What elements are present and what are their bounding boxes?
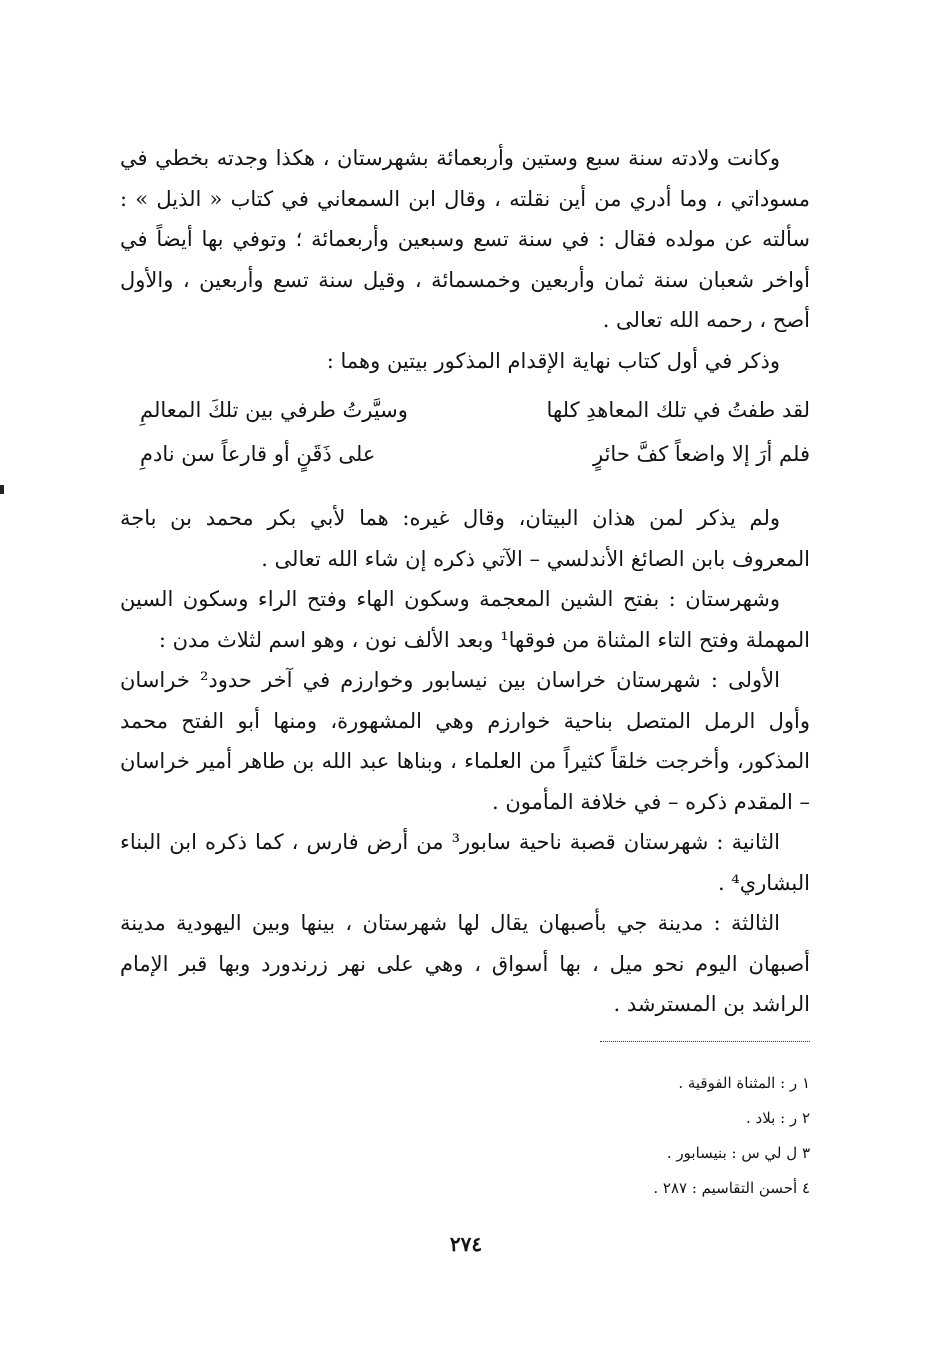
verse-line [140, 388, 810, 432]
paragraph-first-city: الأولى : شهرستان خراسان بين نيسابور وخوارزم في آخر حدود² خراسان وأول الرمل المتصل بناحية خوارزم وهي المشهورة، ومنها أبو الفتح محمد المذكور، وأخرجت خلقاً كثيراً من العلماء ، وبناها عبد الله بن طاهر أمير خراسان – المقدم ذكره – في خلافة المأمون . [120, 668, 810, 814]
verse-first-hemistich: لقد طفتُ في تلك المعاهدِ كلها [546, 398, 810, 422]
margin-mark [0, 485, 4, 494]
footnote-4: ٤ أحسن التقاسيم : ٢٨٧ . [653, 1179, 810, 1197]
page-number: ٢٧٤ [449, 1232, 483, 1256]
main-text-top [120, 138, 810, 381]
paragraph-third-city: الثالثة : مدينة جي بأصبهان يقال لها شهرستان ، بينها وبين اليهودية مدينة أصبهان اليوم نحو ميل ، بها أسواق ، وهي على نهر زرندورد وبها قبر الإمام الراشد بن المسترشد . [120, 911, 810, 1016]
footnote-3: ٣ ل لي س : بنيسابور . [666, 1144, 810, 1162]
paragraph-attribution: ولم يذكر لمن هذان البيتان، وقال غيره: هما لأبي بكر محمد بن باجة المعروف بابن الصائغ الأندلسي – الآتي ذكره إن شاء الله تعالى . [120, 506, 810, 571]
poem [140, 388, 810, 476]
verse-second-hemistich: وسيَّرتُ طرفي بين تلكَ المعالمِ [140, 398, 408, 422]
footnotes [420, 1066, 810, 1206]
main-text-bottom [120, 498, 810, 1025]
paragraph-verses-intro: وذكر في أول كتاب نهاية الإقدام المذكور بيتين وهما : [326, 348, 780, 373]
paragraph-shahrastan: وشهرستان : بفتح الشين المعجمة وسكون الهاء وفتح الراء وسكون السين المهملة وفتح التاء المثناة من فوقها¹ وبعد الألف نون ، وهو اسم لثلاث مدن : [120, 587, 810, 652]
paragraph-second-city: الثانية : شهرستان قصبة ناحية سابور³ من أرض فارس ، كما ذكره ابن البناء البشاري⁴ . [120, 830, 810, 895]
verse-line [140, 432, 810, 476]
footnote-2: ٢ ر : بلاد . [745, 1109, 810, 1127]
footnote-separator [600, 1041, 810, 1042]
paragraph-birth: وكانت ولادته سنة سبع وستين وأربعمائة بشهرستان ، هكذا وجدته بخطي في مسوداتي ، وما أدري من أين نقلته ، وقال ابن السمعاني في كتاب « الذيل » : سألته عن مولده فقال : في سنة تسع وسبعين وأربعمائة ؛ وتوفي بها أيضاً في أواخر شعبان سنة ثمان وأربعين وخمسمائة ، وقيل سنة تسع وأربعين ، والأول أصح ، رحمه الله تعالى . [120, 146, 810, 332]
verse-second-hemistich: على ذَقَنٍ أو قارعاً سن نادمِ [140, 442, 376, 466]
footnote-1: ١ ر : المثناة الفوقية . [678, 1074, 810, 1092]
verse-first-hemistich: فلم أرَ إلا واضعاً كفَّ حائرٍ [592, 442, 810, 466]
